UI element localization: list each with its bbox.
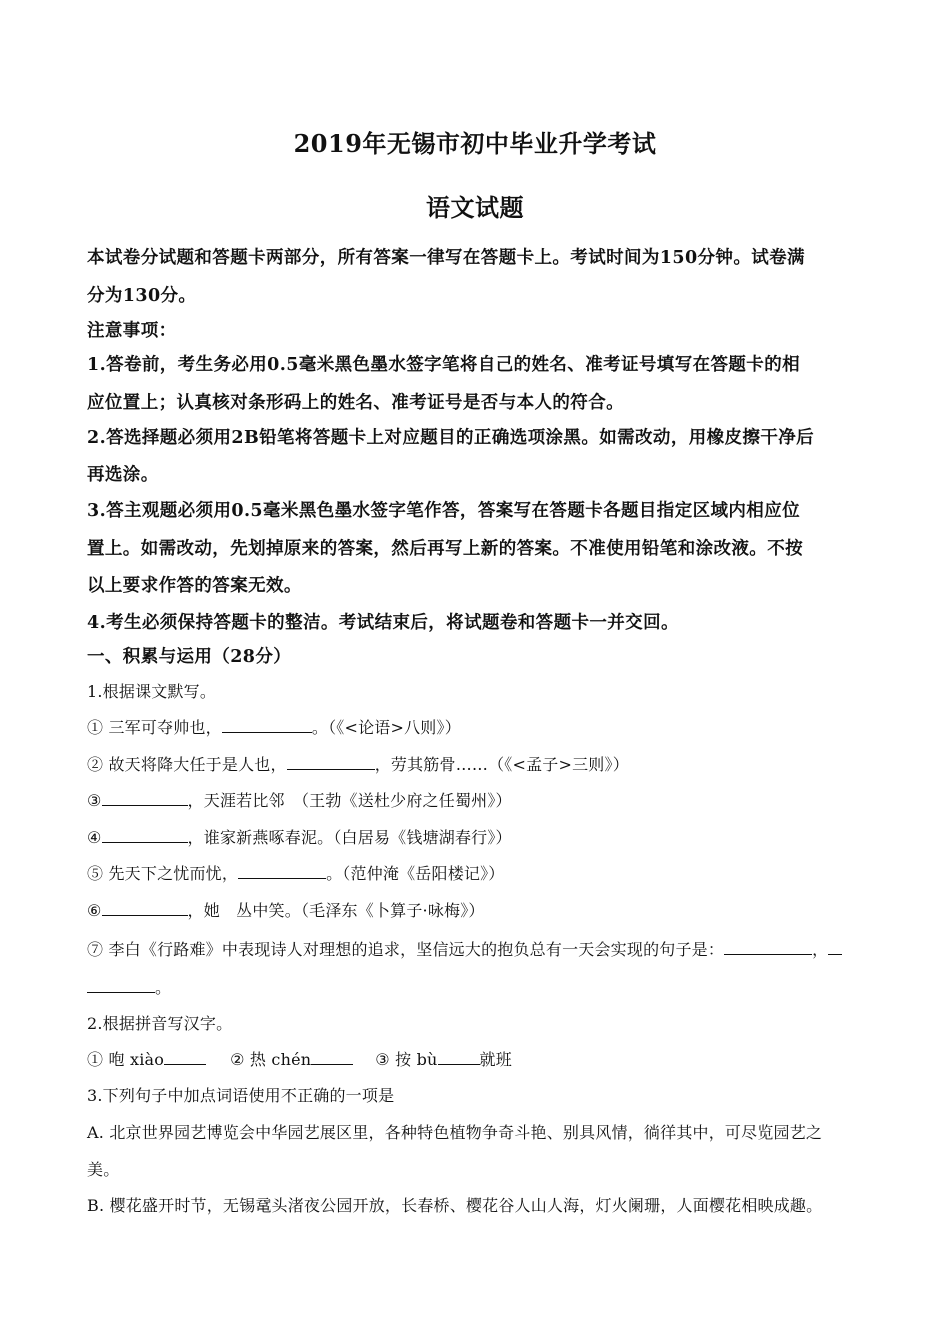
q1-item-2 <box>87 752 629 775</box>
notes-heading: 注意事项： <box>87 321 177 341</box>
intro-line-2: 分为130分。 <box>87 286 197 306</box>
note-1-line-1: 1.答卷前，考生务必用0.5毫米黑色墨水签字笔将自己的姓名、准考证号填写在答题卡的相 <box>87 355 801 375</box>
note-4: 4.考生必须保持答题卡的整洁。考试结束后，将试题卷和答题卡一并交回。 <box>87 613 679 633</box>
q2-prompt: 2.根据拼音写汉字。 <box>87 1014 233 1033</box>
q2-items <box>87 1047 512 1070</box>
q3-prompt: 3.下列句子中加点词语使用不正确的一项是 <box>87 1086 395 1105</box>
q1-item-2-text-a: ② 故天将降大任于是人也， <box>87 755 287 774</box>
answer-blank[interactable] <box>828 940 842 955</box>
intro-line-1: 本试卷分试题和答题卡两部分，所有答案一律写在答题卡上。考试时间为150分钟。试卷满 <box>87 248 805 268</box>
answer-blank[interactable] <box>238 864 326 879</box>
q3-option-a-line-2: 美。 <box>87 1160 120 1179</box>
q1-item-7-line-2 <box>87 975 171 998</box>
note-3-line-1: 3.答主观题必须用0.5毫米黑色墨水签字笔作答，答案写在答题卡各题目指定区域内相应位 <box>87 501 801 521</box>
note-1-line-2: 应位置上；认真核对条形码上的姓名、准考证号是否与本人的符合。 <box>87 393 624 413</box>
answer-blank[interactable] <box>222 718 312 733</box>
answer-blank[interactable] <box>102 791 188 806</box>
answer-blank[interactable] <box>102 828 188 843</box>
exam-title: 2019年无锡市初中毕业升学考试 <box>293 129 657 158</box>
q1-item-3-text-a: ③ <box>87 791 102 810</box>
note-3-line-3: 以上要求作答的答案无效。 <box>87 576 302 596</box>
q1-prompt: 1.根据课文默写。 <box>87 682 217 701</box>
section-1-heading: 一、积累与运用（28分） <box>87 647 292 667</box>
answer-blank[interactable] <box>724 940 812 955</box>
q1-item-6 <box>87 898 485 921</box>
q1-item-4-text-b: ，谁家新燕啄春泥。（白居易《钱塘湖春行》） <box>187 828 512 847</box>
q1-item-3-text-b: ，天涯若比邻 （王勃《送杜少府之任蜀州》） <box>187 791 512 810</box>
q1-item-5 <box>87 861 505 884</box>
exam-subtitle: 语文试题 <box>426 193 524 222</box>
answer-blank[interactable] <box>164 1050 206 1065</box>
q1-item-7-text-a: ⑦ 李白《行路难》中表现诗人对理想的追求，坚信远大的抱负总有一天会实现的句子是： <box>87 940 725 959</box>
answer-blank[interactable] <box>438 1050 480 1065</box>
note-3-line-2: 置上。如需改动，先划掉原来的答案，然后再写上新的答案。不准使用铅笔和涂改液。不按 <box>87 539 803 559</box>
q3-option-a-line-1: A. 北京世界园艺博览会中华园艺展区里，各种特色植物争奇斗艳、别具风情，徜徉其中，可尽览园艺之 <box>87 1123 823 1142</box>
q1-item-1-text-b: 。（《<论语>八则》） <box>311 718 461 737</box>
note-2-line-2: 再选涂。 <box>87 465 159 485</box>
q1-item-2-text-b: ，劳其筋骨……（《<孟子>三则》） <box>374 755 629 774</box>
q1-item-1-text-a: ① 三军可夺帅也， <box>87 718 222 737</box>
q1-item-4 <box>87 825 512 848</box>
q2-item-3-tail: 就班 <box>479 1050 512 1069</box>
q1-item-5-text-b: 。（范仲淹《岳阳楼记》） <box>326 864 505 883</box>
q2-item-3-text: ③ 按 bù <box>375 1050 438 1069</box>
q1-item-7-line-1 <box>87 937 842 960</box>
answer-blank[interactable] <box>311 1050 353 1065</box>
q1-item-3 <box>87 788 512 811</box>
answer-blank[interactable] <box>102 901 188 916</box>
q1-item-6-text-a: ⑥ <box>87 901 102 920</box>
q1-item-7-text-c: 。 <box>155 978 172 997</box>
q1-item-6-text-b: ，她 丛中笑。（毛泽东《卜算子·咏梅》） <box>187 901 485 920</box>
q1-item-7-text-b: ， <box>812 940 829 959</box>
q3-option-b-line-1: B. 樱花盛开时节，无锡鼋头渚夜公园开放，长春桥、樱花谷人山人海，灯火阑珊，人面樱花相映成趣。 <box>87 1196 823 1215</box>
answer-blank[interactable] <box>287 755 375 770</box>
q1-item-4-text-a: ④ <box>87 828 102 847</box>
q2-item-1-text: ① 咆 xiào <box>87 1050 165 1069</box>
q2-item-2-text: ② 热 chén <box>230 1050 312 1069</box>
answer-blank[interactable] <box>87 978 155 993</box>
q1-item-5-text-a: ⑤ 先天下之忧而忧， <box>87 864 239 883</box>
q1-item-1 <box>87 715 461 738</box>
note-2-line-1: 2.答选择题必须用2B铅笔将答题卡上对应题目的正确选项涂黑。如需改动，用橡皮擦干净后 <box>87 428 815 448</box>
